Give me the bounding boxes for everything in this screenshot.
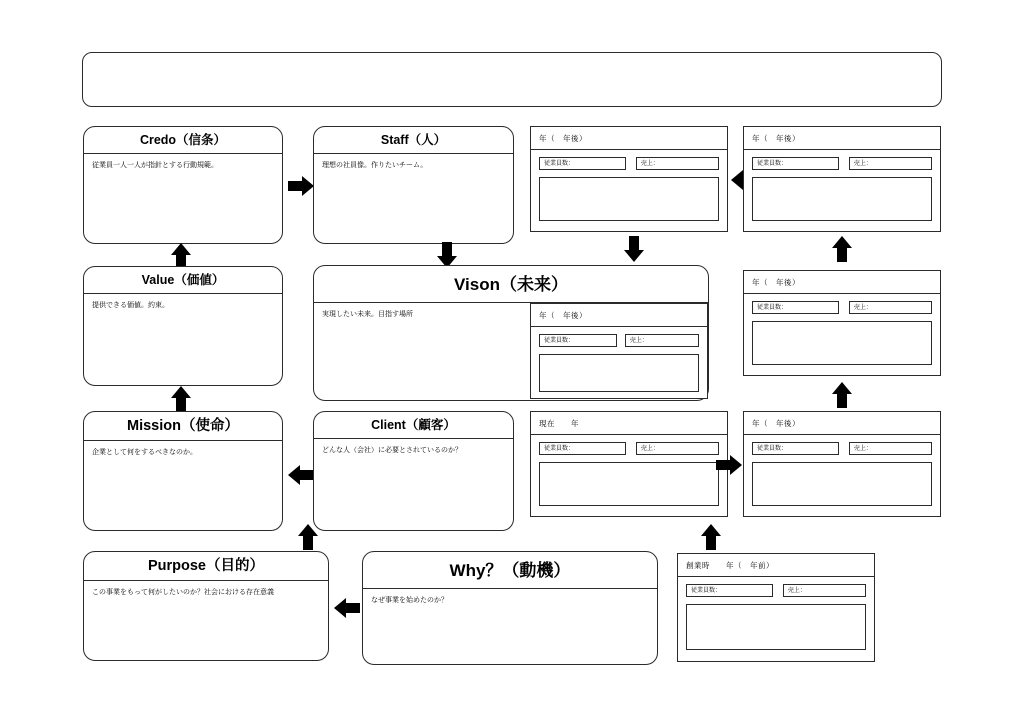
panel-founding-memo[interactable] (686, 604, 866, 650)
panel-future-vison-inner-employees[interactable]: 従業員数： (539, 334, 617, 347)
card-staff-title: Staff（人） (380, 133, 447, 147)
card-purpose[interactable] (83, 551, 329, 661)
panel-future-mid-right-employees[interactable]: 従業員数： (752, 301, 839, 314)
panel-founding[interactable] (677, 553, 875, 662)
panel-founding-title: 創業時 年（ 年前） (686, 561, 774, 570)
panel-future-mid-right-sales[interactable]: 売上： (849, 301, 932, 314)
card-value-title: Value（価値） (141, 273, 225, 287)
card-why-title: Why？（動機） (449, 561, 571, 580)
card-mission-body: 企業として何をするべきなのか。 (92, 448, 197, 456)
panel-founding-employees[interactable]: 従業員数： (686, 584, 773, 597)
panel-future-vison-inner-sales[interactable]: 売上： (625, 334, 699, 347)
card-why[interactable] (362, 551, 658, 665)
card-value-body: 提供できる価値。約束。 (92, 301, 169, 309)
panel-future-top-right-memo[interactable] (752, 177, 932, 221)
panel-future-lower-right[interactable] (743, 411, 941, 517)
panel-future-lower-right-memo[interactable] (752, 462, 932, 506)
card-credo-body: 従業員一人一人が指針とする行動規範。 (92, 161, 218, 169)
panel-future-top-left-employees[interactable]: 従業員数： (539, 157, 626, 170)
panel-future-vison-inner[interactable] (530, 303, 708, 399)
title-banner[interactable] (82, 52, 942, 107)
card-purpose-title: Purpose（目的） (147, 558, 264, 574)
card-value[interactable] (83, 266, 283, 386)
panel-future-top-left[interactable] (530, 126, 728, 232)
card-client-title: Client（顧客） (371, 418, 456, 432)
panel-founding-sales[interactable]: 売上： (783, 584, 866, 597)
panel-future-lower-right-employees[interactable]: 従業員数： (752, 442, 839, 455)
card-staff[interactable] (313, 126, 514, 244)
panel-future-mid-right-memo[interactable] (752, 321, 932, 365)
panel-now[interactable] (530, 411, 728, 517)
panel-future-vison-inner-memo[interactable] (539, 354, 699, 392)
panel-future-mid-right[interactable] (743, 270, 941, 376)
panel-now-title: 現在 年 (539, 419, 579, 428)
card-why-body: なぜ事業を始めたのか？ (371, 596, 448, 604)
panel-future-top-right-employees[interactable]: 従業員数： (752, 157, 839, 170)
card-vison-body: 実現したい未来。目指す場所 (322, 310, 413, 318)
panel-future-lower-right-sales[interactable]: 売上： (849, 442, 932, 455)
panel-now-employees[interactable]: 従業員数： (539, 442, 626, 455)
card-vison[interactable] (313, 265, 709, 401)
panel-future-top-left-title: 年（ 年後） (539, 134, 587, 143)
card-credo-title: Credo（信条） (139, 133, 227, 147)
panel-future-top-left-memo[interactable] (539, 177, 719, 221)
panel-now-sales[interactable]: 売上： (636, 442, 719, 455)
card-mission-title: Mission（使命） (127, 418, 239, 434)
card-credo[interactable] (83, 126, 283, 244)
panel-future-top-right[interactable] (743, 126, 941, 232)
panel-now-memo[interactable] (539, 462, 719, 506)
panel-future-top-right-title: 年（ 年後） (752, 134, 800, 143)
card-vison-title: Vison（未来） (454, 275, 568, 294)
panel-future-top-left-sales[interactable]: 売上： (636, 157, 719, 170)
card-mission[interactable] (83, 411, 283, 531)
card-client-body: どんな人（会社）に必要とされているのか？ (322, 446, 462, 454)
card-staff-body: 理想の社員像。作りたいチーム。 (322, 161, 428, 169)
card-client[interactable] (313, 411, 514, 531)
panel-future-top-right-sales[interactable]: 売上： (849, 157, 932, 170)
panel-future-lower-right-title: 年（ 年後） (752, 419, 800, 428)
card-purpose-body: この事業をもって何がしたいのか？社会における存在意義 (92, 588, 274, 596)
panel-future-vison-inner-title: 年（ 年後） (539, 311, 587, 320)
panel-future-mid-right-title: 年（ 年後） (752, 278, 800, 287)
